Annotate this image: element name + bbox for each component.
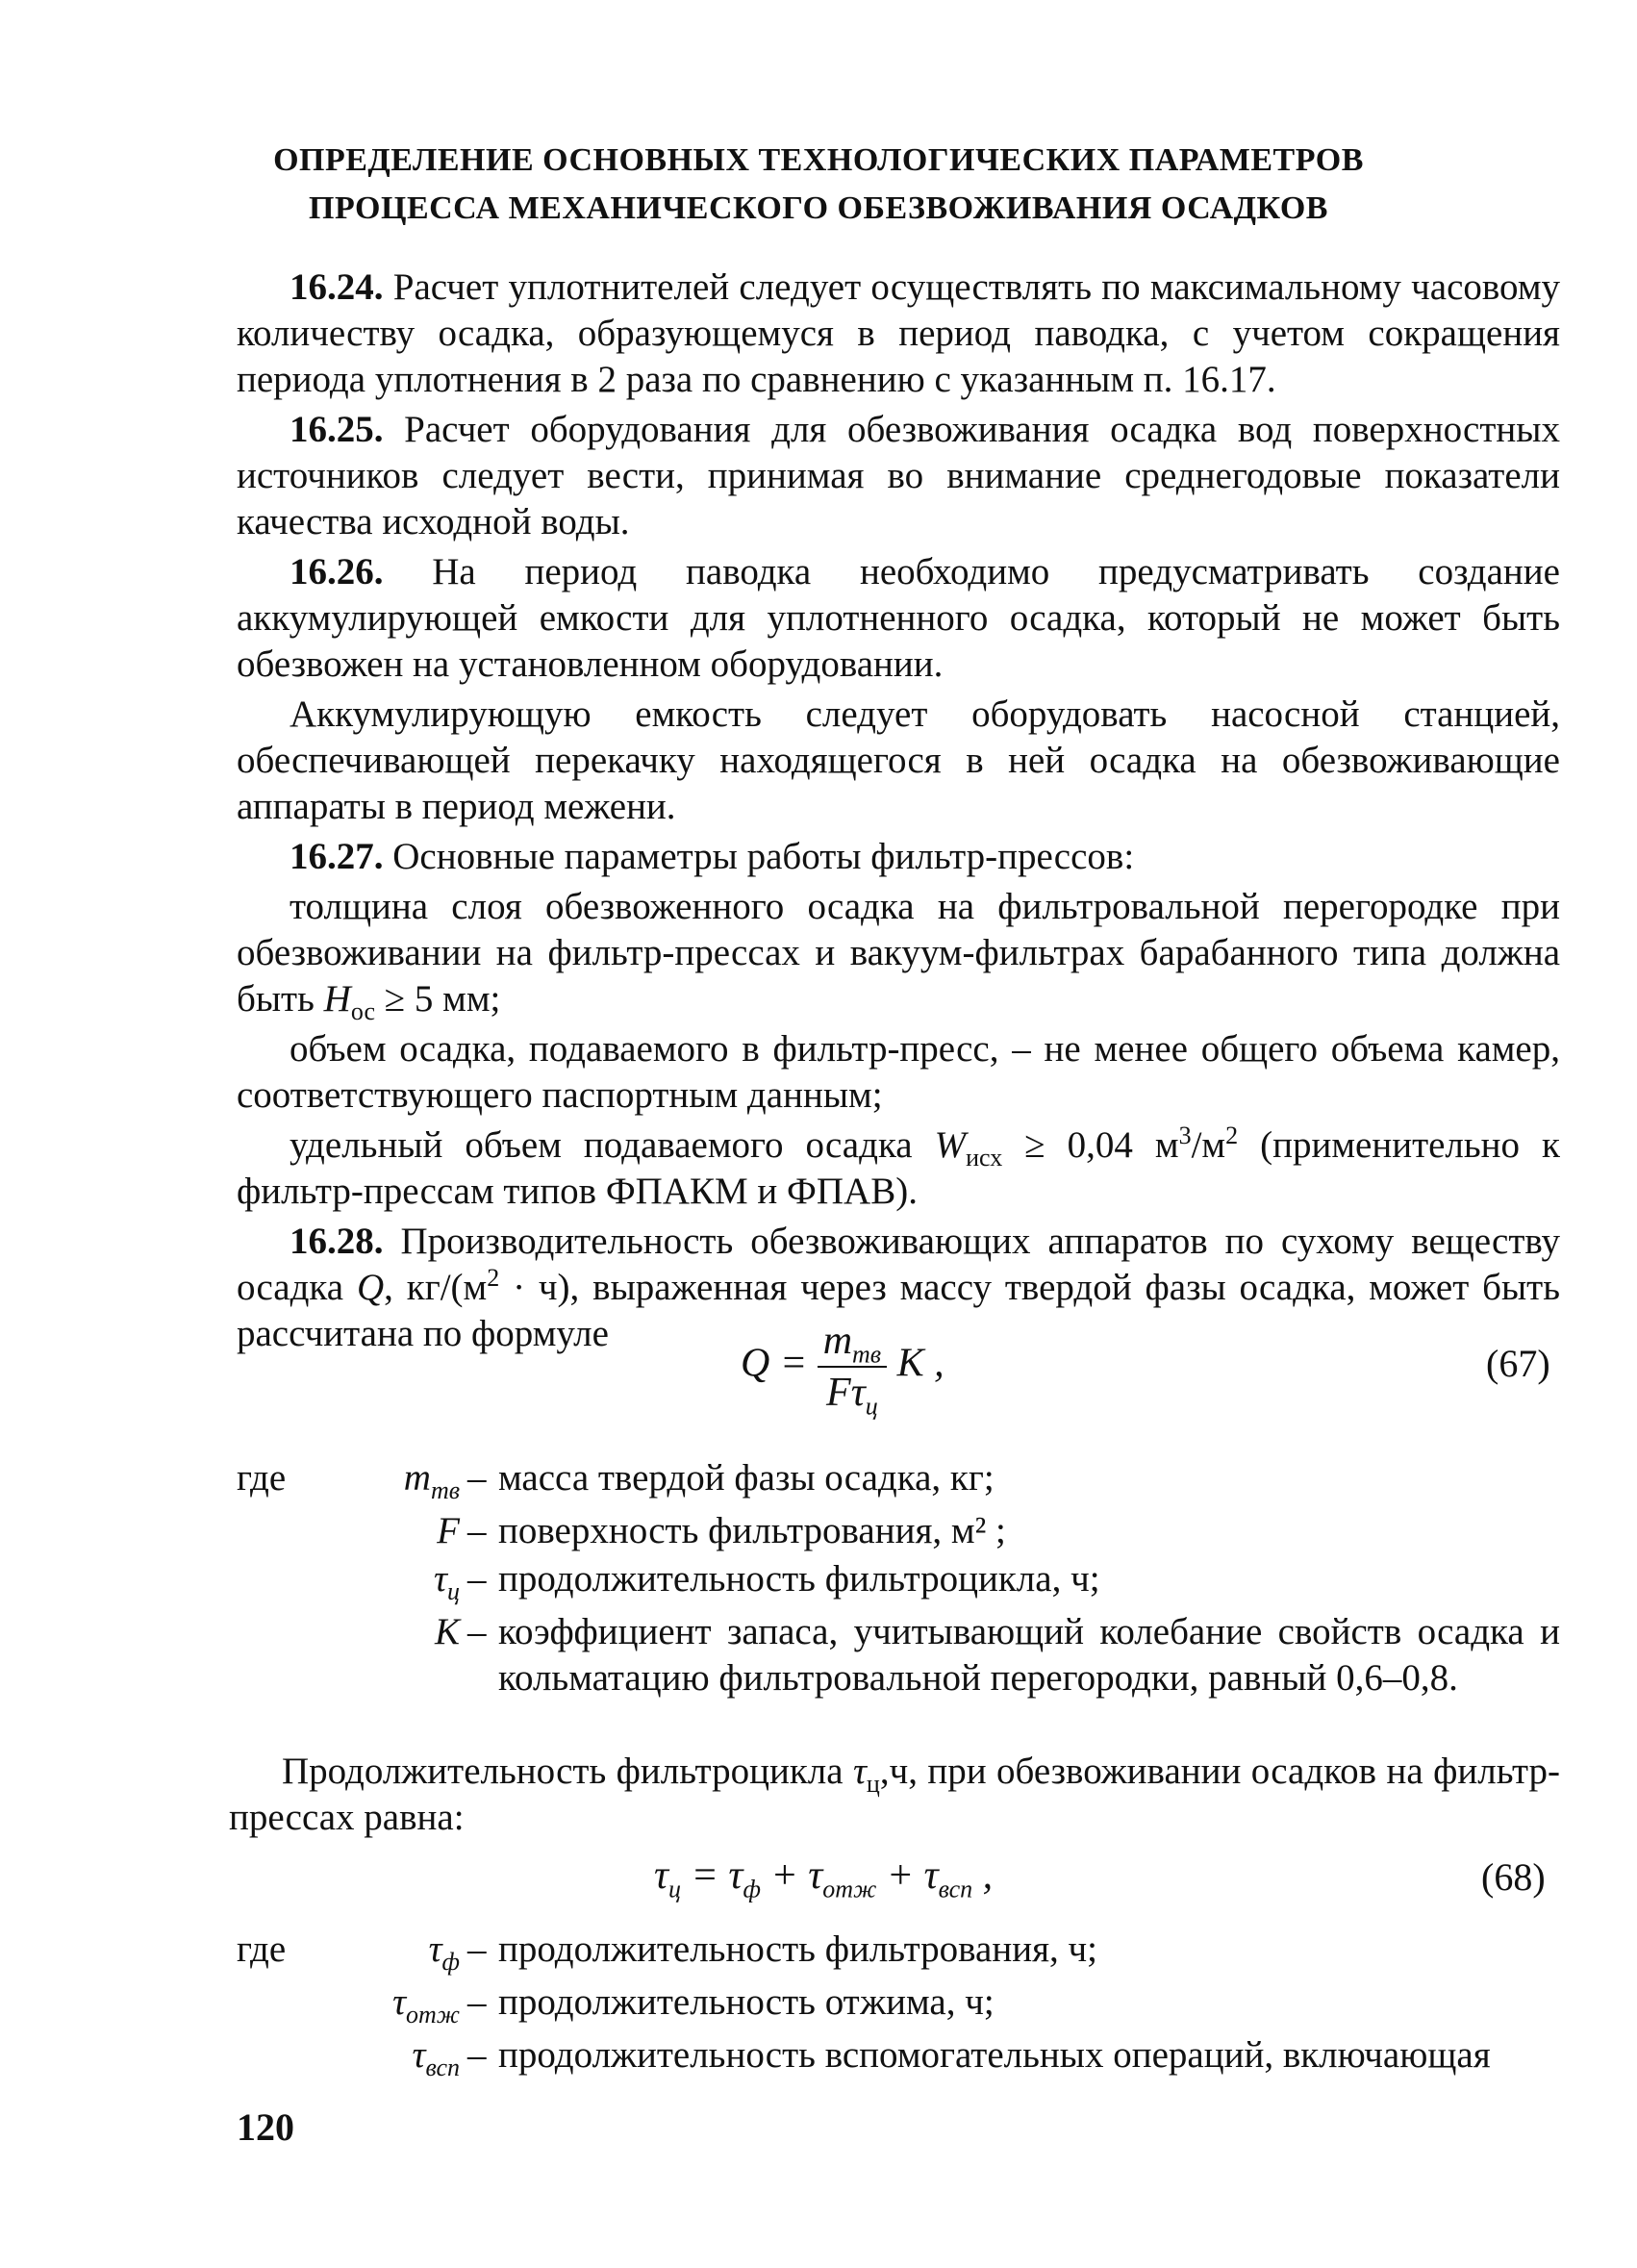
formula-fraction [818,1318,887,1421]
paragraph-text: Расчет уплотнителей следует осуществлять по максимальному часовому количеству осадка, образующемуся в период паводка, с учетом сокращения периода уплотнения в 2 раза по сравнению с указанным п. 16.17. [237,266,1560,400]
where-label: где [237,1928,287,1970]
formula-67 [741,1318,944,1421]
definition-text: коэффициент запаса, учитывающий колебание свойств осадка и кольматацию фильтровальной перегородки, равный 0,6–0,8. [498,1611,1560,1699]
paragraph-text: Основные параметры работы фильтр-прессов: [383,836,1135,877]
term-subscript: ц [668,1875,682,1903]
symbol-q: Q [356,1267,385,1308]
paragraph-text: · ч), выраженная через массу твердой фазы осадка, может быть рассчитана по формуле [237,1267,1560,1354]
subscript: исх [966,1143,1003,1172]
page-number: 120 [237,2105,294,2149]
paragraph-accumulating-tank [237,692,1560,830]
term-symbol: τ [808,1853,823,1898]
dash: – [467,1558,487,1600]
term-subscript: отж [822,1875,877,1903]
denominator-symbol: Fτ [826,1371,866,1415]
numerator-symbol: m [822,1319,853,1363]
term-symbol: τ [728,1853,743,1898]
paragraph-sludge-volume [237,1026,1560,1119]
dash: – [467,1457,487,1499]
definition-symbol [342,1609,460,1655]
equation-number-67: (67) [1486,1342,1550,1385]
definitions-68 [237,1927,1560,2090]
operator: , [972,1853,994,1898]
dash: – [467,1981,487,2023]
clause-number: 16.28. [290,1221,384,1262]
paragraph-specific-volume [237,1122,1560,1215]
paragraph-16-24 [237,265,1560,403]
paragraph-text: Продолжительность фильтроцикла [282,1751,853,1792]
operator: + [876,1853,924,1898]
definition-text: продолжительность фильтроцикла, ч; [498,1558,1100,1600]
formula-68 [654,1852,994,1903]
superscript: 2 [1225,1121,1239,1149]
paragraph-tail: (применительно к фильтр-прессам типов ФПАКМ и ФПАВ). [237,1124,1560,1212]
term-symbol: τ [923,1853,939,1898]
paragraph-text: , кг/(м [384,1267,488,1308]
definition-text: продолжительность фильтрования, ч; [498,1928,1097,1970]
clause-number: 16.25. [290,409,384,450]
paragraph-text: ,ч, при обезвоживании осадков на фильтр-прессах равна: [229,1751,1560,1838]
symbol-tau: τ [852,1751,867,1792]
term-subscript: всп [938,1875,973,1903]
formula-lhs: Q = [741,1341,808,1386]
paragraph-text: Расчет оборудования для обезвоживания осадка вод поверхностных источников следует вести, принимая во внимание среднегодовые показатели качества исходной воды. [237,409,1560,542]
numerator-subscript: тв [852,1340,882,1369]
paragraph-mid: ≥ 0,04 м [1002,1124,1179,1166]
operator: + [760,1853,809,1898]
paragraph-text: объем осадка, подаваемого в фильтр-пресс, – не менее общего объема камер, соответствующего паспортным данным; [237,1028,1560,1116]
superscript: 2 [487,1264,500,1292]
fraction-denominator [818,1368,887,1421]
body-text-lower [229,1749,1560,1841]
paragraph-16-27 [237,834,1560,880]
subscript: ос [350,996,375,1025]
term-symbol: τ [654,1853,669,1898]
symbol-subscript: всп [425,2053,460,2081]
symbol-letter: τ [412,2034,426,2076]
paragraph-16-25 [237,407,1560,545]
definition-symbol [342,1455,460,1504]
paragraph-text: На период паводка необходимо предусматривать создание аккумулирующей емкости для уплотненного осадка, который не может быть обезвожен на установленном оборудовании. [237,551,1560,685]
paragraph-layer-thickness [237,884,1560,1025]
where-label: где [237,1457,287,1499]
dash: – [467,1510,487,1551]
clause-number: 16.26. [290,551,384,592]
symbol-letter: K [434,1611,460,1652]
symbol-letter: τ [392,1981,407,2023]
symbol-subscript: тв [430,1475,460,1504]
paragraph-text: Аккумулирующую емкость следует оборудовать насосной станцией, обеспечивающей перекачку находящегося в ней осадка на обезвоживающие аппараты в период межени. [237,693,1560,827]
symbol-letter: m [403,1457,431,1499]
fraction-numerator [818,1318,887,1368]
equation-number-68: (68) [1481,1855,1546,1899]
definition-symbol [342,1508,460,1554]
definition-symbol [342,1556,460,1605]
clause-number: 16.27. [290,836,384,877]
dash: – [467,2034,487,2076]
definition-symbol [323,1979,460,2029]
symbol-letter: τ [434,1558,447,1600]
heading-line-1: ОПРЕДЕЛЕНИЕ ОСНОВНЫХ ТЕХНОЛОГИЧЕСКИХ ПАРАМЕТРОВ [273,142,1364,178]
symbol-letter: F [437,1510,460,1551]
paragraph-cycle-duration [229,1749,1560,1841]
paragraph-text: толщина слоя обезвоженного осадка на фильтровальной перегородке при обезвоживании на фильтр-прессах и вакуум-фильтрах барабанного типа должна быть [237,886,1560,1020]
definition-symbol [323,2032,460,2079]
formula-rhs: K , [896,1341,944,1386]
symbol-letter: τ [428,1928,442,1970]
definition-text: масса твердой фазы осадка, кг; [498,1457,995,1499]
paragraph-tail: ≥ 5 мм; [375,978,501,1020]
clause-number: 16.24. [290,266,384,308]
definition-text: продолжительность отжима, ч; [498,1981,995,2023]
dash: – [467,1611,487,1652]
body-text-upper [237,265,1560,1357]
symbol-w: W [934,1124,967,1166]
term-subscript: ф [743,1875,761,1903]
symbol-subscript: ц [447,1576,460,1605]
definition-text: поверхность фильтрования, м² ; [498,1510,1006,1551]
paragraph-text: удельный объем подаваемого осадка [290,1124,935,1166]
symbol-subscript: отж [406,2000,460,2029]
subscript: ц [866,1769,880,1798]
heading-line-2: ПРОЦЕССА МЕХАНИЧЕСКОГО ОБЕЗВОЖИВАНИЯ ОСАДКОВ [309,190,1328,226]
operator: = [681,1853,729,1898]
symbol-h: H [323,978,351,1020]
definitions-67 [237,1455,1560,1744]
paragraph-16-26 [237,549,1560,688]
denominator-subscript: ц [865,1392,878,1421]
symbol-subscript: ф [441,1947,460,1976]
dash: – [467,1928,487,1970]
definition-symbol [342,1927,460,1976]
superscript: 3 [1178,1121,1192,1149]
section-heading [0,137,1637,233]
paragraph-mid: /м [1191,1124,1226,1166]
definition-text: продолжительность вспомогательных операций, включающая [498,2034,1491,2076]
paragraph-text: Производительность обезвоживающих аппаратов по сухому веществу осадка [237,1221,1560,1308]
